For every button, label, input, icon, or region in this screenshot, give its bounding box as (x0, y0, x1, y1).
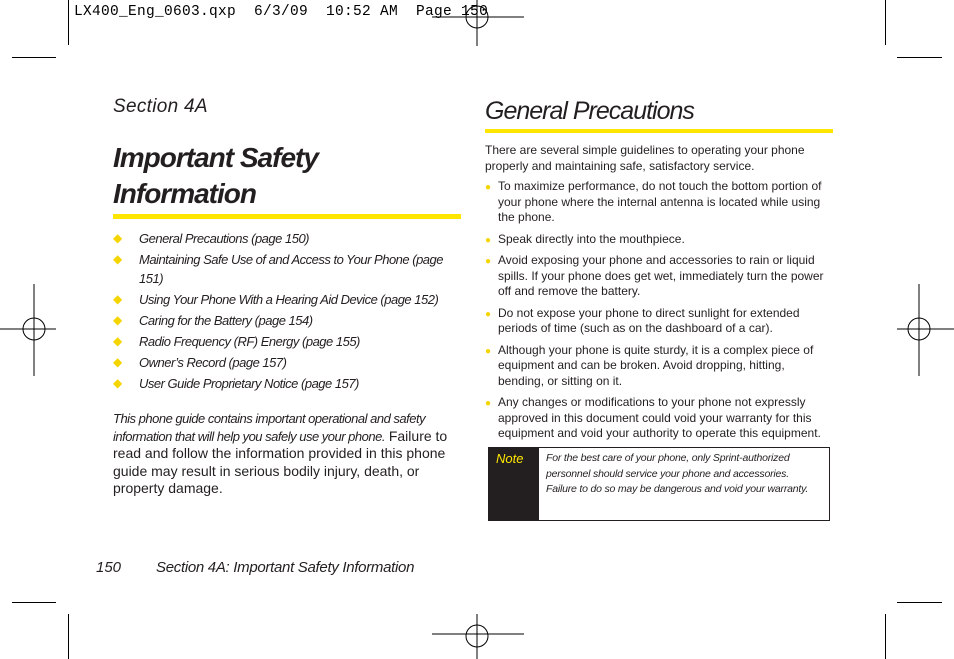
dot-icon: ● (485, 234, 492, 246)
diamond-icon: ◆ (113, 355, 122, 369)
intro-paragraph (113, 410, 463, 498)
footer-section-title: Section 4A: Important Safety Information (156, 559, 415, 576)
toc-item: ◆ Caring for the Battery (page 154) (113, 313, 313, 328)
crop-mark (897, 602, 942, 603)
title-underline (113, 214, 461, 219)
crop-mark (68, 614, 69, 659)
chapter-title (113, 140, 453, 212)
diamond-icon: ◆ (113, 334, 122, 348)
registration-mark-icon (897, 284, 954, 376)
page-number: 150 (96, 559, 122, 576)
dot-icon: ● (485, 398, 492, 409)
crop-mark (897, 57, 942, 58)
list-item: ● Do not expose your phone to direct sunlight for extended periods of time (such as on the dashboard of a car). (485, 305, 800, 335)
intro-emphasis: This phone guide contains important operational and safety information that will help you safely use your phone. (113, 411, 426, 444)
diamond-icon: ◆ (113, 376, 122, 390)
toc-item: ◆ User Guide Proprietary Notice (page 157) (113, 376, 359, 391)
list-item: ● Avoid exposing your phone and accessories to rain or liquid spills. If your phone does get wet, immediately turn the power off and remove the battery. (485, 253, 824, 298)
heading-underline (485, 129, 833, 133)
section-label: Section 4A (113, 96, 208, 117)
toc-item: ◆ Using Your Phone With a Hearing Aid Device (page 152) (113, 292, 439, 307)
diamond-icon: ◆ (113, 313, 122, 327)
note-label: Note (496, 451, 524, 466)
toc-item: ◆ Radio Frequency (RF) Energy (page 155) (113, 334, 360, 349)
toc-item: ◆ Owner’s Record (page 157) (113, 355, 287, 370)
crop-mark (68, 0, 69, 45)
chapter-title-line: Important Safety (113, 142, 318, 173)
note-label-cell (489, 448, 539, 520)
diamond-icon: ◆ (113, 292, 122, 306)
subsection-heading: General Precautions (485, 97, 694, 125)
dot-icon: ● (485, 256, 492, 267)
dot-icon: ● (485, 182, 492, 193)
chapter-title-line: Information (113, 178, 256, 209)
registration-mark-icon (432, 614, 524, 659)
toc-item: ◆ General Precautions (page 150) (113, 231, 310, 246)
list-item: ● To maximize performance, do not touch the bottom portion of your phone where the internal antenna is located while using the phone. (485, 179, 822, 224)
diamond-icon: ◆ (113, 231, 122, 245)
list-item: ● Although your phone is quite sturdy, it is a complex piece of equipment and can be broken. Avoid dropping, hitting, bending, or sitting on it. (485, 342, 814, 388)
crop-mark (12, 602, 56, 603)
section-contents-list (113, 229, 458, 395)
subsection-intro: There are several simple guidelines to operating your phone properly and maintaining safe, satisfactory service. (485, 143, 805, 173)
registration-mark-icon (432, 0, 524, 46)
crop-mark (885, 0, 886, 45)
dot-icon: ● (485, 308, 492, 320)
toc-item: ◆ Maintaining Safe Use of and Access to Your Phone (page 151) (113, 252, 443, 286)
print-slug: LX400_Eng_0603.qxp 6/3/09 10:52 AM Page 150 (74, 4, 489, 20)
dot-icon: ● (485, 345, 492, 357)
crop-mark (885, 614, 886, 659)
crop-mark (12, 57, 56, 58)
note-box (488, 447, 830, 521)
registration-mark-icon (0, 284, 56, 376)
note-text: For the best care of your phone, only Sprint-authorized personnel should service your phone and accessories. Failure to do so may be dangerous and void your warranty. (546, 452, 809, 495)
diamond-icon: ◆ (113, 252, 122, 266)
intro-text: Failure to read and follow the information provided in this phone guide may result in serious bodily injury, death, or property damage. (113, 427, 448, 496)
list-item: ● Any changes or modifications to your phone not expressly approved in this document could void your warranty for this equipment and void your authority to operate this equipment. (485, 395, 821, 440)
list-item: ● Speak directly into the mouthpiece. (485, 232, 831, 248)
precautions-list (485, 179, 831, 448)
